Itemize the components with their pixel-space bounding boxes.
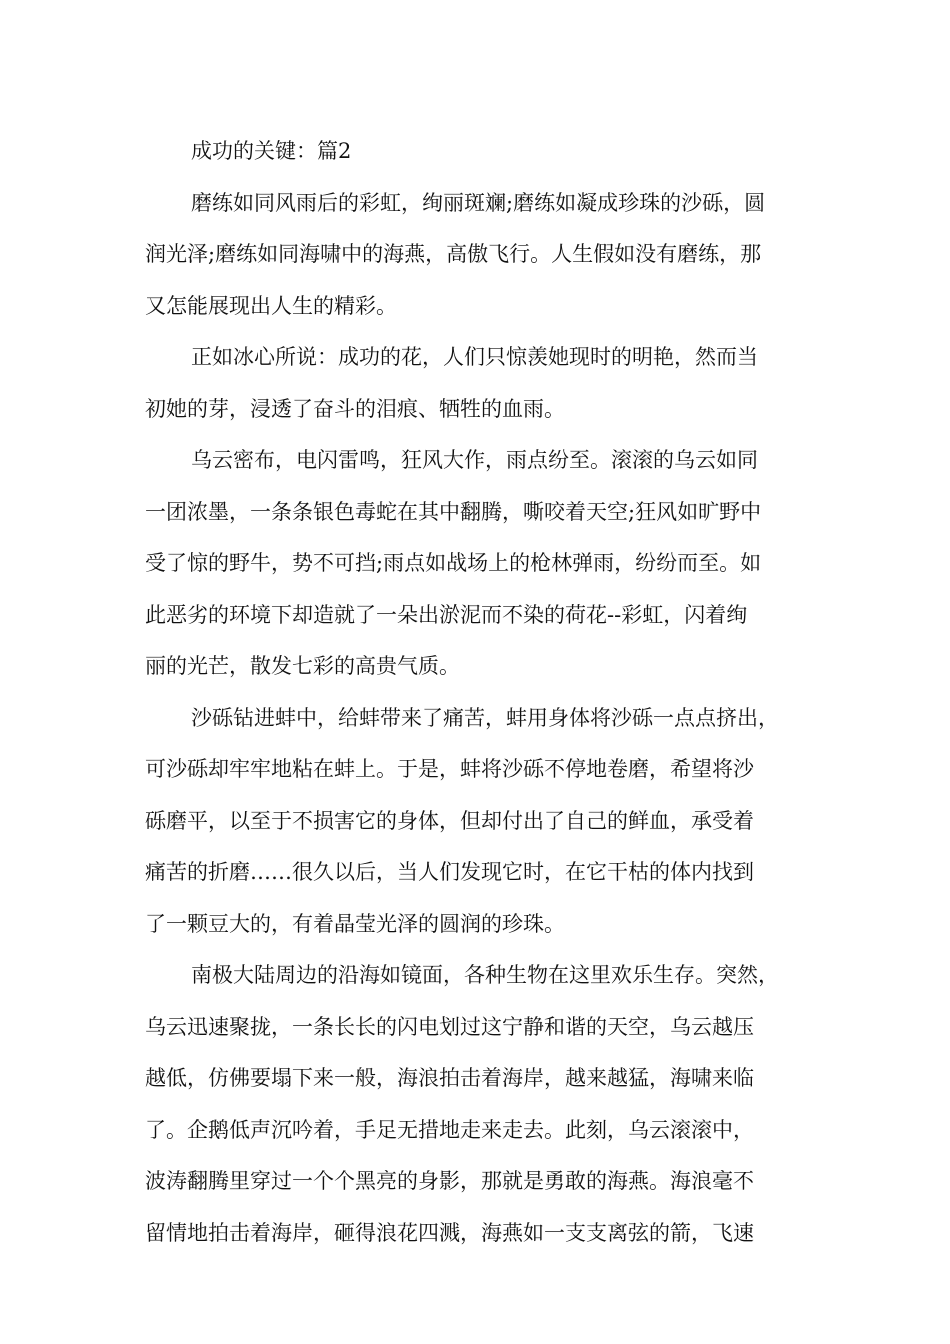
paragraph-line: 又怎能展现出人生的精彩。: [145, 293, 397, 318]
paragraph-line: 乌云密布，电闪雷鸣，狂风大作，雨点纷至。滚滚的乌云如同: [191, 448, 758, 472]
paragraph-line: 一团浓墨，一条条银色毒蛇在其中翻腾，嘶咬着天空;狂风如旷野中: [145, 499, 762, 524]
paragraph-line: 润光泽;磨练如同海啸中的海燕，高傲飞行。人生假如没有磨练，那: [145, 242, 762, 266]
paragraph-line: 磨练如同风雨后的彩虹，绚丽斑斓;磨练如凝成珍珠的沙砾，圆: [191, 190, 766, 215]
paragraph-line: 了一颗豆大的，有着晶莹光泽的圆润的珍珠。: [145, 911, 565, 936]
paragraph-line: 受了惊的野牛，势不可挡;雨点如战场上的枪林弹雨，纷纷而至。如: [145, 551, 762, 575]
paragraph-line: 沙砾钻进蚌中，给蚌带来了痛苦，蚌用身体将沙砾一点点挤出，: [191, 705, 779, 730]
paragraph-4: [145, 693, 835, 951]
paragraph-line: 初她的芽，浸透了奋斗的泪痕、牺牲的血雨。: [145, 396, 565, 421]
document-page: [145, 126, 835, 1259]
document-title: 成功的关键：篇2: [191, 139, 352, 163]
paragraph-line: 乌云迅速聚拢，一条长长的闪电划过这宁静和谐的天空，乌云越压: [145, 1014, 754, 1039]
paragraph-line: 越低，仿佛要塌下来一般，海浪拍击着海岸，越来越猛，海啸来临: [145, 1066, 754, 1090]
paragraph-line: 南极大陆周边的沿海如镜面，各种生物在这里欢乐生存。突然，: [191, 963, 779, 987]
paragraph-line: 丽的光芒，散发七彩的高贵气质。: [145, 654, 460, 678]
paragraph-line: 痛苦的折磨……很久以后，当人们发现它时，在它干枯的体内找到: [145, 860, 754, 884]
paragraph-3: [145, 435, 835, 693]
paragraph-line: 可沙砾却牢牢地粘在蚌上。于是，蚌将沙砾不停地卷磨，希望将沙: [145, 757, 754, 781]
paragraph-line: 留情地拍击着海岸，砸得浪花四溅，海燕如一支支离弦的箭，飞速: [145, 1220, 754, 1245]
paragraph-line: 波涛翻腾里穿过一个个黑亮的身影，那就是勇敢的海燕。海浪毫不: [145, 1169, 754, 1193]
paragraph-line: 正如冰心所说：成功的花，人们只惊羡她现时的明艳，然而当: [191, 345, 758, 369]
paragraph-line: 此恶劣的环境下却造就了一朵出淤泥而不染的荷花--彩虹，闪着绚: [145, 602, 748, 627]
paragraph-2: [145, 332, 835, 435]
paragraph-1: [145, 178, 835, 333]
paragraph-5: [145, 950, 835, 1259]
paragraph-line: 砾磨平，以至于不损害它的身体，但却付出了自己的鲜血，承受着: [145, 808, 754, 833]
paragraph-line: 了。企鹅低声沉吟着，手足无措地走来走去。此刻，乌云滚滚中，: [145, 1117, 754, 1142]
